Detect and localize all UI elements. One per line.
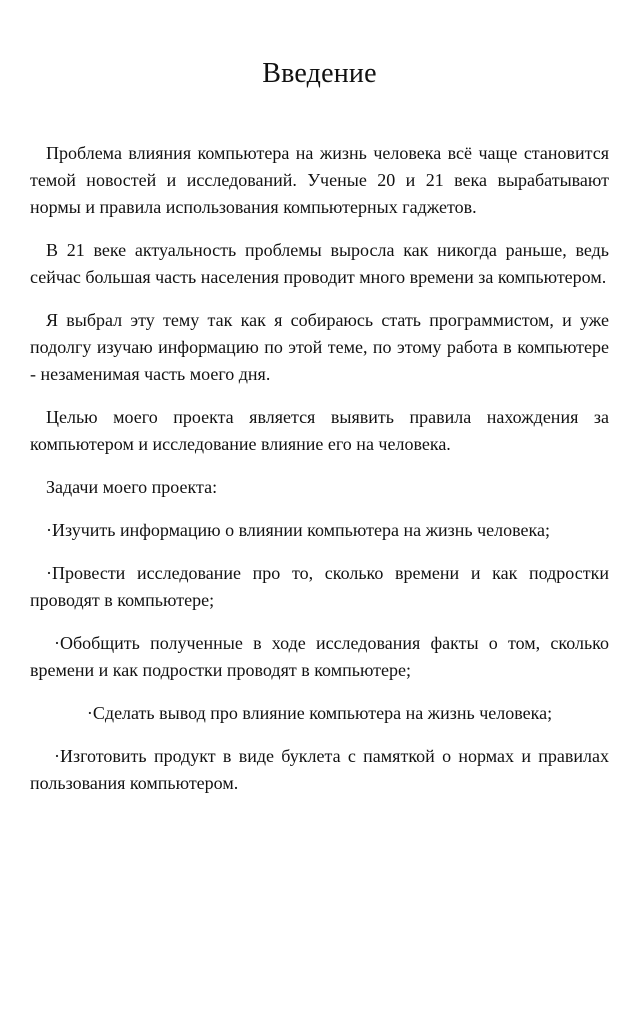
task-item-booklet: ·Изготовить продукт в виде буклета с памяткой о нормах и правилах пользования компьютером. <box>30 746 609 793</box>
task-item-study: ·Изучить информацию о влиянии компьютера на жизнь человека; <box>46 520 550 540</box>
paragraph-tasks-heading: Задачи моего проекта: <box>46 477 218 497</box>
page-title: Введение <box>262 58 377 89</box>
task-item-research: ·Провести исследование про то, сколько времени и как подростки проводят в компьютере; <box>30 563 609 610</box>
task-item-summarize: ·Обобщить полученные в ходе исследования факты о том, сколько времени и как подростки проводят в компьютере; <box>30 633 609 680</box>
paragraph-topic-choice: Я выбрал эту тему так как я собираюсь стать программистом, и уже подолгу изучаю информацию по этой теме, по этому работа в компьютере - незаменимая часть моего дня. <box>30 310 609 384</box>
task-item-conclusion: ·Сделать вывод про влияние компьютера на жизнь человека; <box>86 703 553 723</box>
paragraph-goal: Целью моего проекта является выявить правила нахождения за компьютером и исследование влияние его на человека. <box>30 407 609 454</box>
paragraph-problem: Проблема влияния компьютера на жизнь человека всё чаще становится темой новостей и исследований. Ученые 20 и 21 века вырабатывают нормы и правила использования компьютерных гаджетов. <box>30 143 609 217</box>
paragraph-relevance: В 21 веке актуальность проблемы выросла как никогда раньше, ведь сейчас большая часть населения проводит много времени за компьютером. <box>30 240 609 287</box>
